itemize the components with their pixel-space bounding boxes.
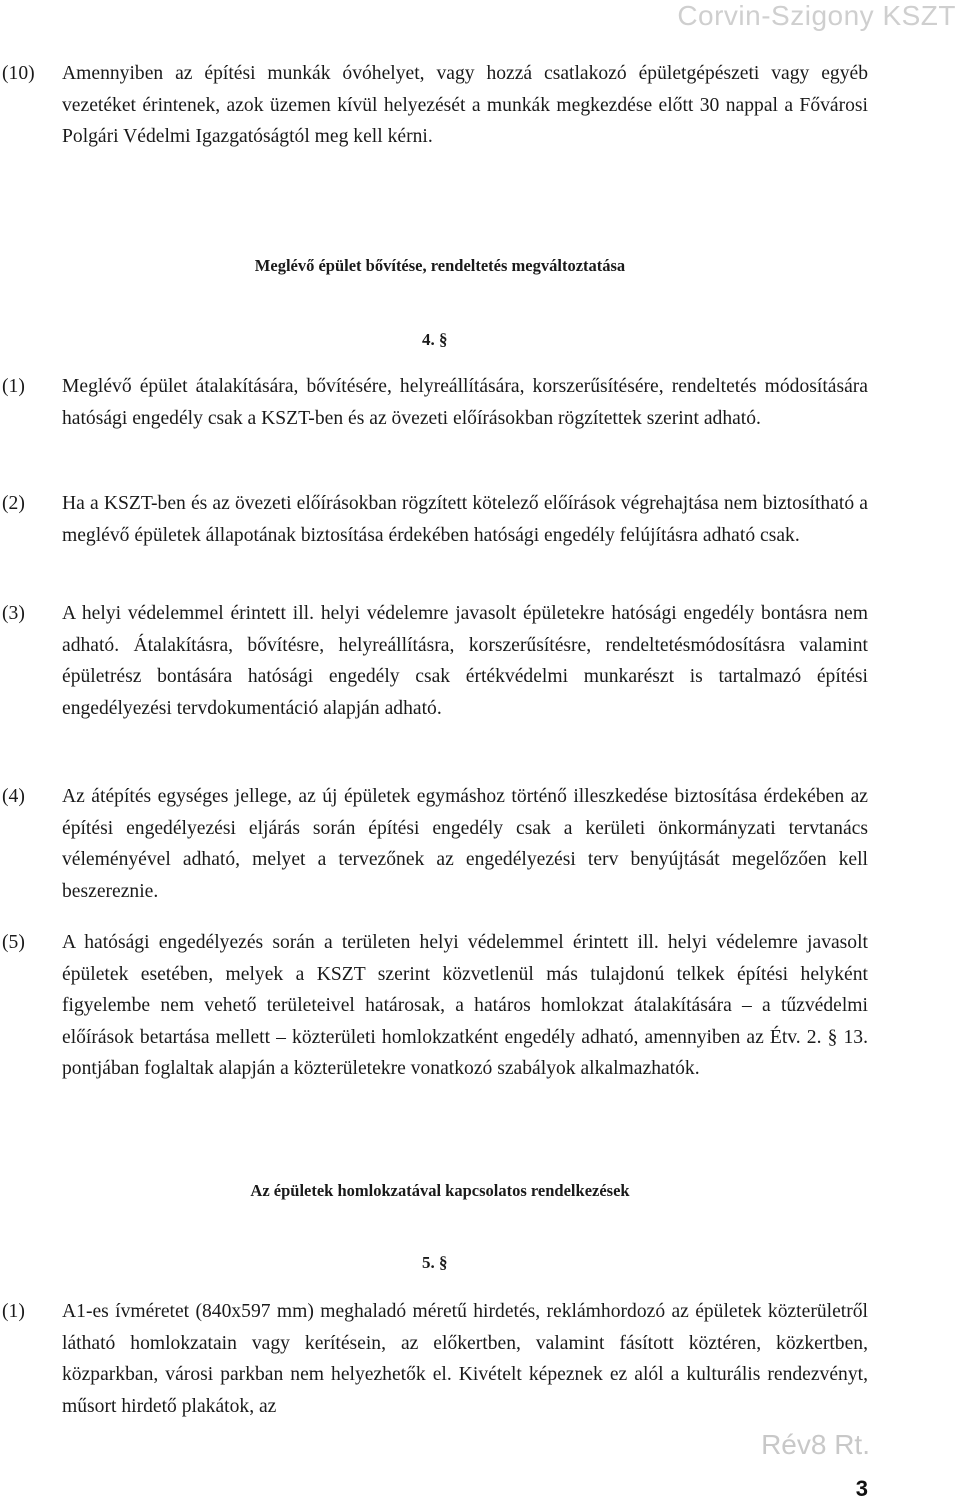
section4-paragraph-1 (0, 371, 868, 434)
section4-paragraph-4 (0, 781, 868, 907)
section4-paragraph-2 (0, 488, 868, 551)
section4-paragraph-3 (0, 598, 868, 724)
paragraph-text: A helyi védelemmel érintett ill. helyi védelemre javasolt épületekre hatósági engedély bontásra nem adható. Átalakításra, bővítésre, helyreállításra, korszerűsítésre, rendeltetésmódosításra valamint épületrész bontására hatósági engedély csak értékvédelmi munkarészt is tartalmazó építési engedélyezési tervdokumentáció alapján adható. (62, 603, 868, 719)
paragraph-number: (10) (2, 63, 35, 84)
paragraph-number: (1) (2, 376, 25, 397)
section-heading: Meglévő épület bővítése, rendeltetés megváltoztatása (254, 256, 626, 275)
paragraph-number: (1) (2, 1301, 25, 1322)
section5-paragraph-1 (0, 1296, 868, 1422)
paragraph-text: Amennyiben az építési munkák óvóhelyet, vagy hozzá csatlakozó épületgépészeti vagy egyéb vezetéket érintenek, azok üzemen kívül helyezését a munkák megkezdése előtt 30 nappal a Fővárosi Polgári Védelmi Igazgatóságtól meg kell kérni. (62, 63, 868, 147)
paragraph-text: A hatósági engedélyezés során a területen helyi védelemmel érintett ill. helyi védelemre javasolt épületek esetében, melyek a KSZT szerint közvetlenül más tulajdonú telkek építési helyként figyelembe nem vehető területeivel határosak, a határos homlokzat átalakítására – a tűzvédelmi előírások betartása mellett – közterületi homlokzatként engedély adható, amennyiben az Étv. 2. § 13. pontjában foglaltak alapján a közterületekre vonatkozó szabályok alkalmazhatók. (62, 932, 868, 1079)
section-number: 4. § (422, 330, 448, 349)
paragraph-text: Ha a KSZT-ben és az övezeti előírásokban rögzített kötelező előírások végrehajtása nem biztosítható a meglévő épületek állapotának biztosítása érdekében hatósági engedély felújításra adható csak. (62, 493, 868, 546)
paragraph-10 (0, 58, 868, 153)
section-number: 5. § (422, 1253, 448, 1272)
section4-paragraph-5 (0, 927, 868, 1085)
paragraph-number: (3) (2, 603, 25, 624)
header-brand: Corvin-Szigony KSZT (677, 0, 956, 31)
paragraph-number: (2) (2, 493, 25, 514)
footer-brand: Rév8 Rt. (761, 1429, 870, 1460)
section-heading: Az épületek homlokzatával kapcsolatos rendelkezések (250, 1181, 630, 1200)
paragraph-number: (4) (2, 786, 25, 807)
paragraph-number: (5) (2, 932, 25, 953)
paragraph-text: Meglévő épület átalakítására, bővítésére, helyreállítására, korszerűsítésére, rendeltetés módosítására hatósági engedély csak a KSZT-ben és az övezeti előírásokban rögzítettek szerint adható. (62, 376, 868, 429)
paragraph-text: Az átépítés egységes jellege, az új épületek egymáshoz történő illeszkedése biztosítása érdekében az építési engedélyezési eljárás során építési engedély csak a kerületi önkormányzati tervtanács véleményével adható, melyet a tervezőnek az engedélyezési terv benyújtását megelőzően kell beszereznie. (62, 786, 868, 902)
paragraph-text: A1-es ívméretet (840x597 mm) meghaladó méretű hirdetés, reklámhordozó az épületek közterületről látható homlokzatain vagy kerítésein, az előkertben, valamint fásított köztéren, közkertben, közparkban, városi parkban nem helyezhetők el. Kivételt képeznek ez alól a kulturális rendezvényt, műsort hirdető plakátok, az (62, 1301, 868, 1417)
page-number: 3 (855, 1476, 868, 1501)
